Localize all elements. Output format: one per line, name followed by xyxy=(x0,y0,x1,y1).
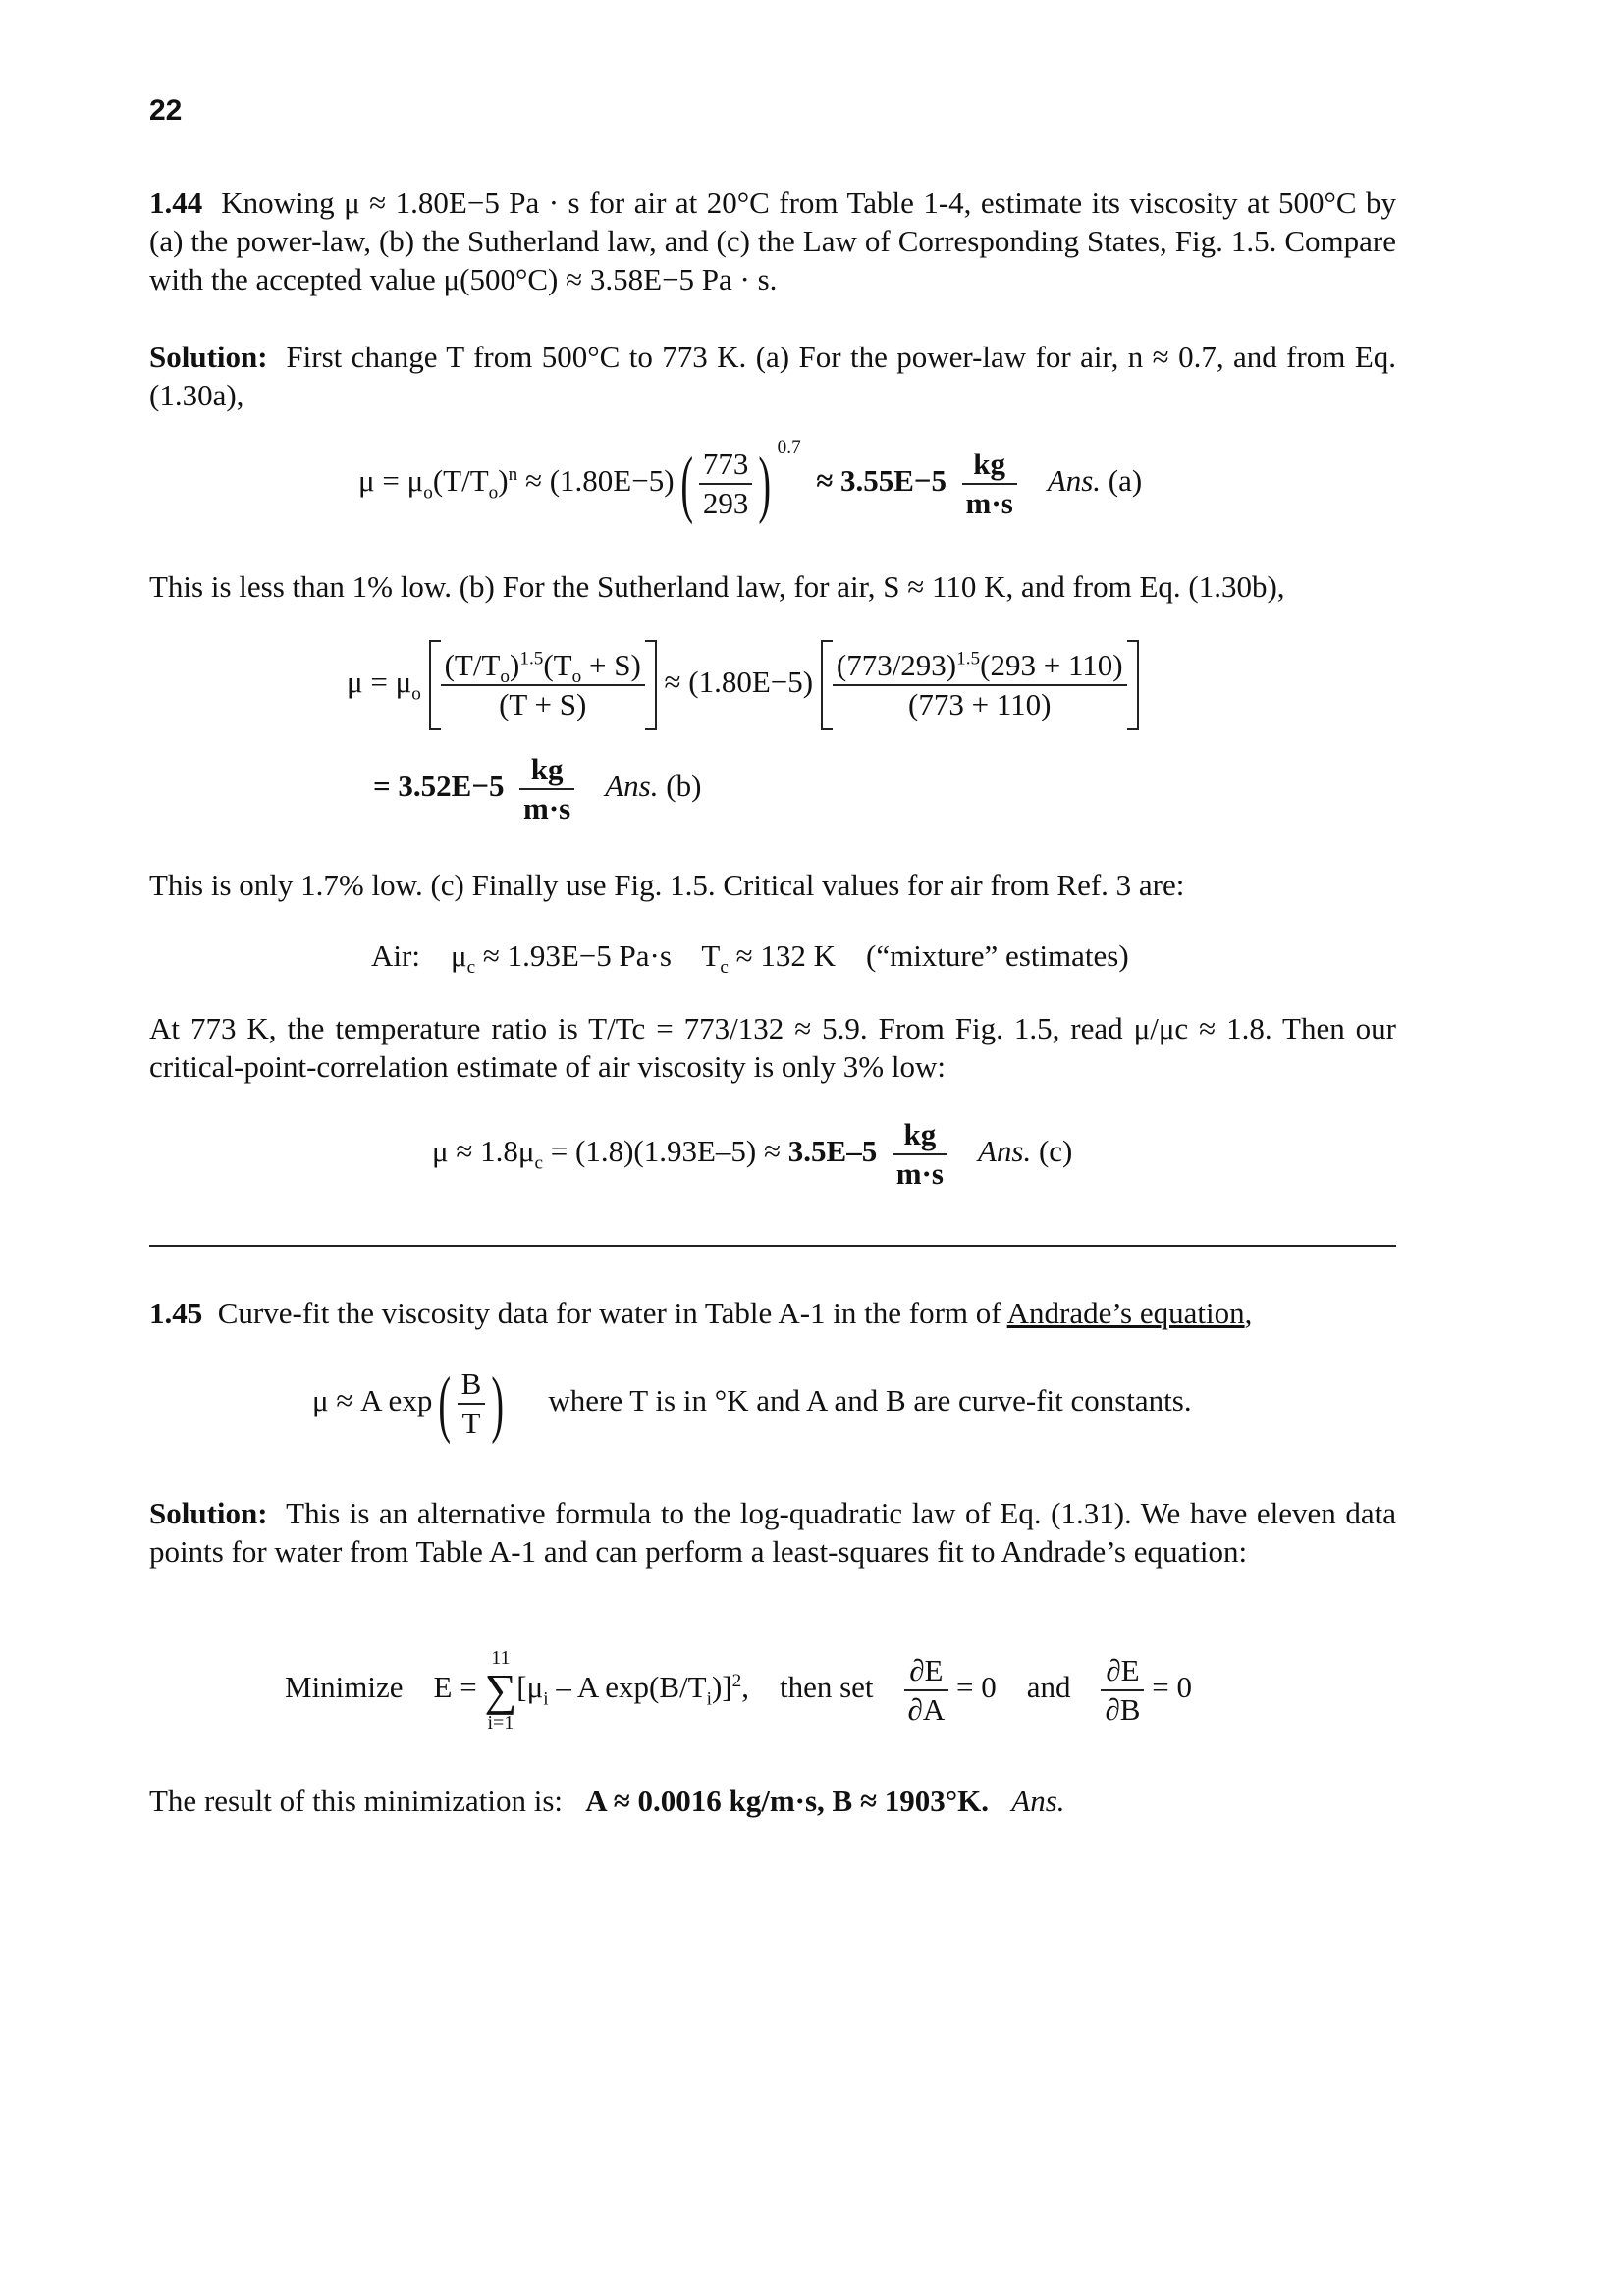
eq-note: where T is in °K and A and B are curve-fit constants. xyxy=(548,1383,1192,1418)
eq-text: μ = μ xyxy=(347,665,412,700)
problem-1-45-statement xyxy=(149,1294,1396,1332)
eq-text: = (1.8)(1.93E–5) ≈ xyxy=(543,1134,788,1169)
andrade-equation: μ ≈ A exp( $\frac{B}{T}$ ) where T is in °K and A and B are curve-fit constants. xyxy=(312,1362,1192,1445)
eq-text: )] xyxy=(711,1670,732,1705)
eq-text: = 0 xyxy=(955,1670,997,1705)
eq-sup: 2 xyxy=(731,1670,742,1691)
result-b: = 3.52E−5 xyxy=(373,769,505,804)
solution-label: Solution: xyxy=(149,340,268,374)
frac-den: T xyxy=(461,1406,481,1440)
result-a: ≈ 3.55E−5 xyxy=(816,463,947,499)
eq-sup: 1.5 xyxy=(956,648,981,669)
eq-text: μ xyxy=(450,938,467,973)
andrade-equation-term: Andrade’s equation xyxy=(1006,1296,1245,1330)
eq-sub: i xyxy=(543,1688,549,1710)
eq-sup: n xyxy=(508,463,518,485)
equation-corresponding-states xyxy=(432,1116,1072,1193)
sutherland-fraction-right xyxy=(833,647,1127,723)
equation-power-law: $\mu = \mu_o(T/T_o)^n \approx (1.80E-5)$( $\frac{773}{293}$ ) $^{0.7}$ ≈ 3.55E−5 $\frac{kg}{m\cdot s}$ Ans. (a) xyxy=(358,436,1143,525)
ans-label: Ans. xyxy=(605,769,659,804)
eq-text: μ = μ xyxy=(358,463,424,499)
ans-tag: (a) xyxy=(1108,463,1143,499)
frac-num: ∂E xyxy=(904,1652,949,1691)
unit-den: m·s xyxy=(895,1156,944,1191)
frac-num: ∂E xyxy=(1101,1652,1144,1691)
eq-text: – A exp(B/T xyxy=(548,1670,707,1705)
unit-den: m·s xyxy=(965,486,1013,520)
frac-num xyxy=(441,647,645,686)
section-divider xyxy=(149,1245,1396,1247)
solution-text: First change T from 500°C to 773 K. (a) For the power-law for air, n ≈ 0.7, and from Eq. (1.30a), xyxy=(149,340,1396,412)
partial-e-b xyxy=(1101,1652,1144,1729)
crit-mu-value: ≈ 1.93E−5 Pa·s xyxy=(475,938,672,973)
eq-text: μ ≈ A exp xyxy=(312,1383,433,1418)
unit-num: kg xyxy=(962,446,1017,485)
eq-text: (293 + 110) xyxy=(980,648,1123,682)
eq-text: ≈ (1.80E−5) xyxy=(664,665,814,700)
problem-1-44-statement xyxy=(149,184,1396,298)
page-number: 22 xyxy=(149,94,183,127)
then-set-label: then set xyxy=(779,1670,874,1705)
frac-num xyxy=(833,647,1127,686)
fraction-b-t xyxy=(458,1365,486,1442)
ans-label: Ans. xyxy=(1047,463,1102,499)
problem-text: , xyxy=(1244,1296,1253,1330)
eq-sub: o xyxy=(488,482,499,504)
eq-text: T xyxy=(701,938,721,973)
solution-label: Solution: xyxy=(149,1496,268,1530)
frac-num: B xyxy=(458,1365,486,1405)
problem-number: 1.44 xyxy=(149,186,203,220)
unit-num: kg xyxy=(893,1116,947,1155)
sutherland-fraction-left xyxy=(441,647,645,723)
sum-upper: 11 xyxy=(491,1647,511,1669)
unit-num: kg xyxy=(519,751,574,790)
eq-sub: o xyxy=(411,683,421,705)
problem-text: Curve-fit the viscosity data for water in Table A-1 in the form of xyxy=(217,1296,1007,1330)
eq-text: = 0 xyxy=(1152,1670,1192,1705)
crit-note: (“mixture” estimates) xyxy=(866,938,1129,973)
minimize-label: Minimize xyxy=(285,1670,404,1705)
frac-den: (T + S) xyxy=(499,687,587,721)
summation-sign xyxy=(484,1647,516,1734)
minimization-equation xyxy=(285,1647,1192,1734)
eq-sub: c xyxy=(466,957,476,979)
eq-sub: o xyxy=(423,482,433,504)
eq-text: ) xyxy=(498,463,509,499)
and-label: and xyxy=(1026,1670,1071,1705)
ans-tag: (c) xyxy=(1038,1134,1073,1169)
solution-1-44-intro xyxy=(149,338,1396,414)
frac-den: 293 xyxy=(702,486,749,520)
eq-sup: 1.5 xyxy=(519,648,544,669)
problem-number: 1.45 xyxy=(149,1296,203,1330)
unit-fraction xyxy=(519,751,574,828)
eq-text: + S) xyxy=(581,648,641,682)
paragraph-after-a: This is less than 1% low. (b) For the Sutherland law, for air, S ≈ 110 K, and from Eq. (1.30b), xyxy=(149,569,1285,604)
unit-fraction xyxy=(893,1116,947,1193)
solution-text: This is an alternative formula to the log-quadratic law of Eq. (1.31). We have eleven data points for water from Table A-1 and can perform a least-squares fit to Andrade’s equation: xyxy=(149,1496,1396,1569)
eq-sub: c xyxy=(720,957,729,979)
eq-text: [μ xyxy=(516,1670,544,1705)
eq-text: E = xyxy=(433,1670,477,1705)
unit-fraction xyxy=(962,446,1017,522)
paragraph-c: At 773 K, the temperature ratio is T/Tc = 773/132 ≈ 5.9. From Fig. 1.5, read μ/μc ≈ 1.8. Then our critical-point-correlation estimate of air viscosity is only 3% low: xyxy=(149,1011,1396,1084)
ans-label: Ans. xyxy=(1011,1784,1065,1818)
ans-label: Ans. xyxy=(977,1134,1032,1169)
frac-den: ∂A xyxy=(907,1692,946,1727)
frac-den: ∂B xyxy=(1105,1692,1141,1727)
critical-values-line xyxy=(371,938,1129,979)
frac-den: (773 + 110) xyxy=(908,687,1052,721)
ans-tag: (b) xyxy=(666,769,702,804)
eq-text: (T/T xyxy=(432,463,489,499)
eq-text: (773/293) xyxy=(836,648,957,682)
fraction-773-293 xyxy=(699,446,753,522)
eq-exponent: 0.7 xyxy=(777,436,801,457)
crit-label: Air: xyxy=(371,938,420,973)
sum-lower: i=1 xyxy=(487,1712,514,1734)
crit-t-value: ≈ 132 K xyxy=(728,938,836,973)
eq-text: μ ≈ 1.8μ xyxy=(432,1134,535,1169)
frac-num: 773 xyxy=(699,446,753,485)
eq-text: , xyxy=(741,1670,749,1705)
result-values: A ≈ 0.0016 kg/m·s, B ≈ 1903°K. xyxy=(585,1784,990,1818)
solution-1-45 xyxy=(149,1494,1396,1571)
result-1-45 xyxy=(149,1782,1396,1820)
eq-text: ≈ (1.80E−5) xyxy=(524,463,675,499)
eq-text: (T xyxy=(543,648,572,682)
equation-sutherland xyxy=(347,640,1139,730)
eq-sub: i xyxy=(706,1688,712,1710)
paragraph-after-b: This is only 1.7% low. (c) Finally use Fig. 1.5. Critical values for air from Ref. 3 are: xyxy=(149,868,1185,902)
problem-text: Knowing μ ≈ 1.80E−5 Pa · s for air at 20°C from Table 1-4, estimate its viscosity at 500°C by (a) the power-law, (b) the Sutherland law, and (c) the Law of Corresponding States, Fig. 1.5. Compare with the accepted value μ(500°C) ≈ 3.58E−5 Pa · s. xyxy=(149,186,1397,296)
unit-den: m·s xyxy=(523,791,571,826)
sigma-icon: ∑ xyxy=(484,1665,517,1715)
eq-text: (T/T xyxy=(444,648,501,682)
partial-e-a xyxy=(904,1652,949,1729)
eq-sub: o xyxy=(571,667,582,688)
result-c: 3.5E–5 xyxy=(787,1134,878,1169)
eq-sub: o xyxy=(500,667,511,688)
eq-sub: c xyxy=(534,1152,544,1174)
result-pre: The result of this minimization is: xyxy=(149,1784,564,1818)
equation-sutherland-result xyxy=(373,751,701,828)
eq-text: ) xyxy=(510,648,520,682)
